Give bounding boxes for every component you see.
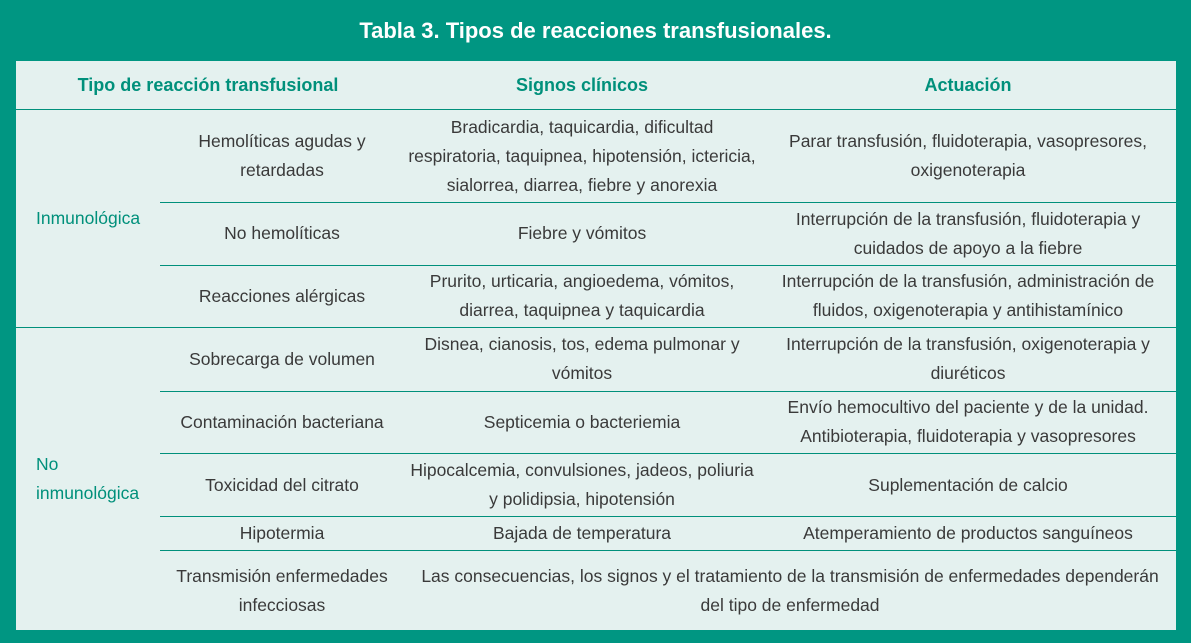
- group-immune: Inmunológica: [16, 110, 160, 328]
- row-subtype: Toxicidad del citrato: [160, 453, 404, 516]
- header-signs: Signos clínicos: [404, 61, 760, 110]
- row-subtype: No hemolíticas: [160, 203, 404, 265]
- table-row: [16, 265, 1176, 327]
- row-signs: Prurito, urticaria, angioedema, vómitos, diarrea, taquipnea y taquicardia: [404, 265, 760, 327]
- table-row: [16, 391, 1176, 453]
- table-row: [16, 110, 1176, 203]
- row-action: Suplementación de calcio: [760, 453, 1176, 516]
- table-row: [16, 203, 1176, 265]
- reactions-table: [16, 61, 1176, 630]
- header-row: [16, 61, 1176, 110]
- header-action: Actuación: [760, 61, 1176, 110]
- row-action: Interrupción de la transfusión, fluidoterapia y cuidados de apoyo a la fiebre: [760, 203, 1176, 265]
- table-row: [16, 517, 1176, 551]
- row-signs: Disnea, cianosis, tos, edema pulmonar y vómitos: [404, 327, 760, 391]
- row-signs-action: Las consecuencias, los signos y el tratamiento de la transmisión de enfermedades dependerán del tipo de enfermedad: [421, 565, 1159, 615]
- table-panel: [16, 61, 1176, 630]
- row-signs: Hipocalcemia, convulsiones, jadeos, poliuria y polidipsia, hipotensión: [404, 453, 760, 516]
- row-action: Interrupción de la transfusión, administración de fluidos, oxigenoterapia y antihistamínico: [760, 265, 1176, 327]
- row-subtype: Reacciones alérgicas: [160, 265, 404, 327]
- row-action: Atemperamiento de productos sanguíneos: [760, 517, 1176, 551]
- row-signs: Fiebre y vómitos: [404, 203, 760, 265]
- table-row: [16, 551, 1176, 630]
- group-non-immune: No inmunológica: [36, 453, 140, 503]
- row-subtype: Contaminación bacteriana: [160, 391, 404, 453]
- table-row: [16, 327, 1176, 391]
- row-action: Parar transfusión, fluidoterapia, vasopresores, oxigenoterapia: [760, 110, 1176, 203]
- table-title: Tabla 3. Tipos de reacciones transfusionales.: [359, 17, 832, 43]
- row-action: Envío hemocultivo del paciente y de la unidad. Antibioterapia, fluidoterapia y vasopresores: [760, 391, 1176, 453]
- row-signs: Bajada de temperatura: [404, 517, 760, 551]
- table-row: [16, 453, 1176, 516]
- row-subtype: Sobrecarga de volumen: [160, 327, 404, 391]
- row-action: Interrupción de la transfusión, oxigenoterapia y diuréticos: [760, 327, 1176, 391]
- header-type: Tipo de reacción transfusional: [16, 61, 404, 110]
- row-subtype: Transmisión enfermedades infecciosas: [176, 565, 388, 615]
- row-subtype: Hemolíticas agudas y retardadas: [160, 110, 404, 203]
- row-subtype: Hipotermia: [160, 517, 404, 551]
- row-signs: Bradicardia, taquicardia, dificultad respiratoria, taquipnea, hipotensión, ictericia, sialorrea, diarrea, fiebre y anorexia: [404, 110, 760, 203]
- row-signs: Septicemia o bacteriemia: [404, 391, 760, 453]
